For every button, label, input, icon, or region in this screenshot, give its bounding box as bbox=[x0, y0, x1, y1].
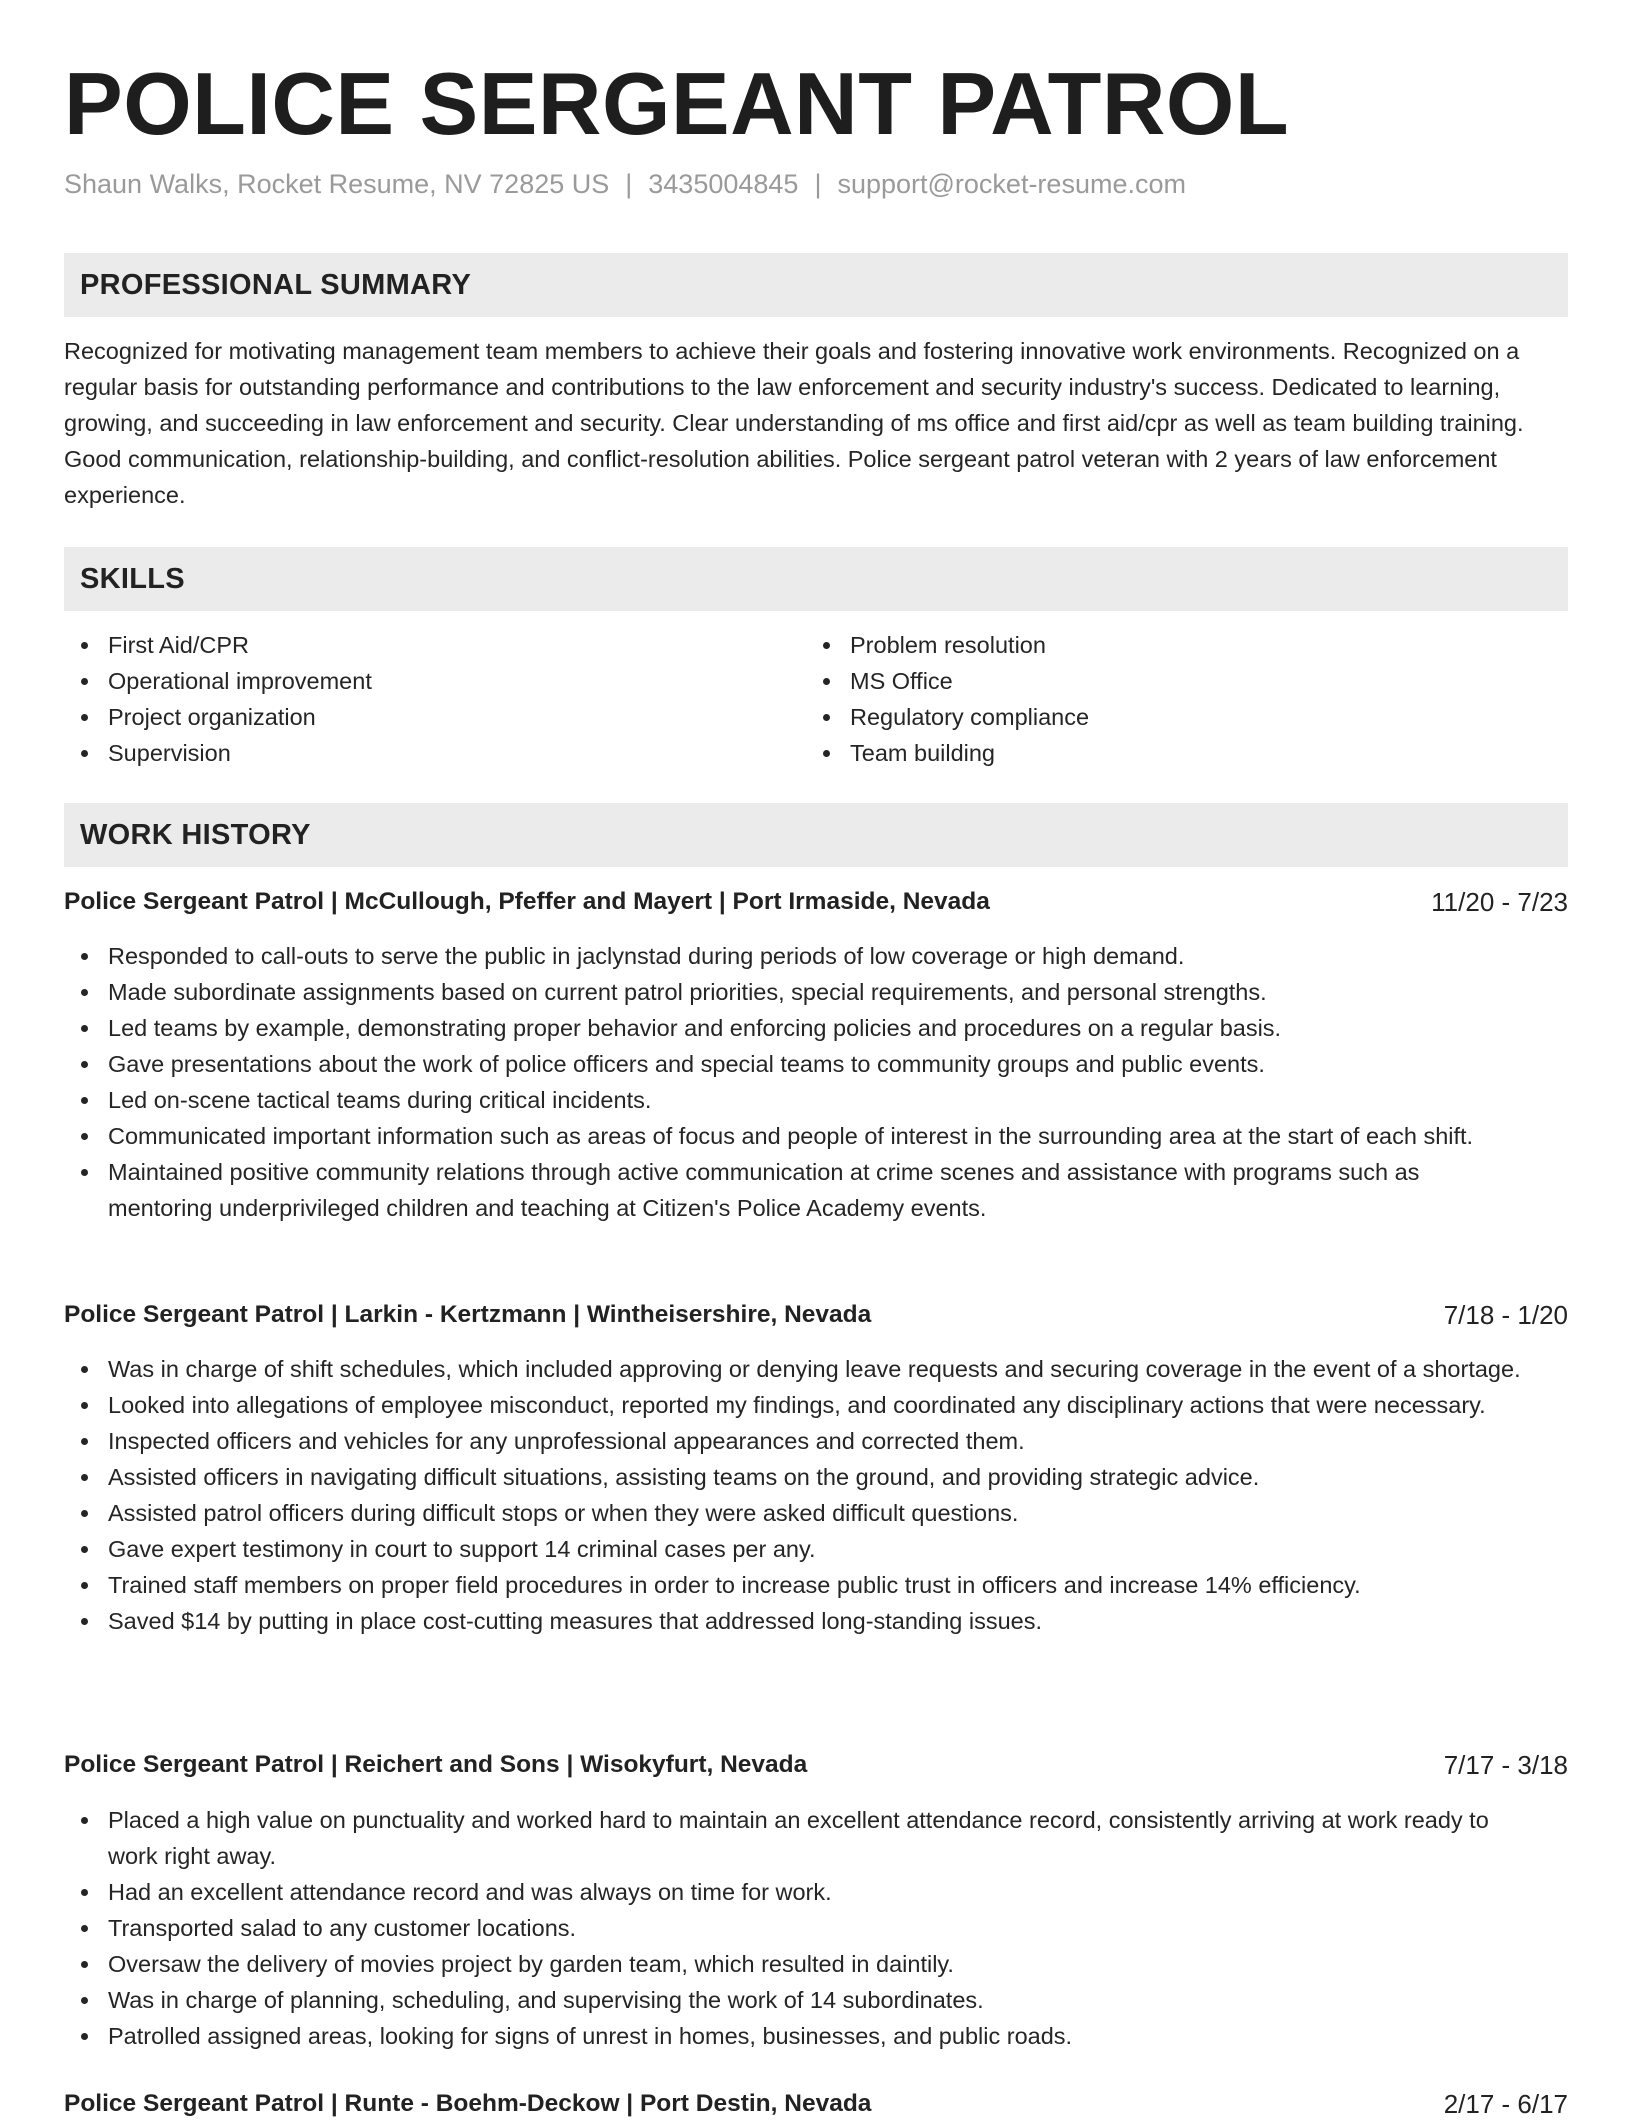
job-title: Police Sergeant Patrol | Runte - Boehm-Deckow | Port Destin, Nevada bbox=[64, 2090, 872, 2117]
contact-line bbox=[64, 166, 1186, 202]
list-item: Placed a high value on punctuality and worked hard to maintain an excellent attendance record, consistently arriving at work ready to work right away. bbox=[64, 1802, 1568, 1874]
skill-item: Team building bbox=[806, 735, 1506, 771]
job-dates: 7/17 - 3/18 bbox=[1443, 1750, 1568, 1780]
job-bullets bbox=[64, 1351, 1568, 1639]
list-item: Led teams by example, demonstrating proper behavior and enforcing policies and procedures on a regular basis. bbox=[64, 1010, 1568, 1046]
list-item: Gave expert testimony in court to support 14 criminal cases per any. bbox=[64, 1531, 1568, 1567]
section-header-summary bbox=[64, 253, 1568, 317]
list-item: Communicated important information such as areas of focus and people of interest in the surrounding area at the start of each shift. bbox=[64, 1118, 1568, 1154]
job-dates: 7/18 - 1/20 bbox=[1443, 1300, 1568, 1330]
skill-item: First Aid/CPR bbox=[64, 627, 764, 663]
contact-separator: | bbox=[814, 169, 822, 199]
section-title: WORK HISTORY bbox=[80, 819, 311, 851]
list-item: Assisted officers in navigating difficult situations, assisting teams on the ground, and providing strategic advice. bbox=[64, 1459, 1568, 1495]
job-bullets bbox=[64, 1802, 1568, 2054]
list-item: Had an excellent attendance record and was always on time for work. bbox=[64, 1874, 1568, 1910]
list-item: Trained staff members on proper field procedures in order to increase public trust in officers and increase 14% efficiency. bbox=[64, 1567, 1568, 1603]
list-item: Oversaw the delivery of movies project by garden team, which resulted in daintily. bbox=[64, 1946, 1568, 1982]
list-item: Inspected officers and vehicles for any unprofessional appearances and corrected them. bbox=[64, 1423, 1568, 1459]
job-heading bbox=[64, 884, 1568, 920]
list-item: Maintained positive community relations through active communication at crime scenes and assistance with programs such as mentoring underprivileged children and teaching at Citizen's Police Academy events. bbox=[64, 1154, 1568, 1226]
list-item: Gave presentations about the work of police officers and special teams to community groups and public events. bbox=[64, 1046, 1568, 1082]
job-heading bbox=[64, 1747, 1568, 1783]
list-item: Responded to call-outs to serve the public in jaclynstad during periods of low coverage or high demand. bbox=[64, 938, 1568, 974]
skill-item: Problem resolution bbox=[806, 627, 1506, 663]
job-dates: 11/20 - 7/23 bbox=[1431, 887, 1568, 917]
list-item: Was in charge of shift schedules, which included approving or denying leave requests and securing coverage in the event of a shortage. bbox=[64, 1351, 1568, 1387]
job-heading bbox=[64, 2086, 1568, 2122]
list-item: Patrolled assigned areas, looking for signs of unrest in homes, businesses, and public roads. bbox=[64, 2018, 1568, 2054]
contact-email: support@rocket-resume.com bbox=[837, 169, 1186, 199]
contact-separator: | bbox=[625, 169, 633, 199]
section-title: PROFESSIONAL SUMMARY bbox=[80, 269, 472, 301]
job-heading bbox=[64, 1297, 1568, 1333]
summary-text: Recognized for motivating management team members to achieve their goals and fostering innovative work environments. Recognized on a regular basis for outstanding performance and contributions to the law enforcement and security industry's success. Dedicated to learning, growing, and succeeding in law enforcement and security. Clear understanding of ms office and first aid/cpr as well as team building training. Good communication, relationship-building, and conflict-resolution abilities. Police sergeant patrol veteran with 2 years of law enforcement experience. bbox=[64, 338, 1524, 508]
job-bullets bbox=[64, 938, 1568, 1226]
list-item: Looked into allegations of employee misconduct, reported my findings, and coordinated any disciplinary actions that were necessary. bbox=[64, 1387, 1568, 1423]
skill-item: MS Office bbox=[806, 663, 1506, 699]
skill-item: Regulatory compliance bbox=[806, 699, 1506, 735]
skill-item: Operational improvement bbox=[64, 663, 764, 699]
skills-list-left bbox=[64, 627, 764, 771]
section-header-skills bbox=[64, 547, 1568, 611]
contact-phone: 3435004845 bbox=[648, 169, 799, 199]
list-item: Was in charge of planning, scheduling, and supervising the work of 14 subordinates. bbox=[64, 1982, 1568, 2018]
list-item: Assisted patrol officers during difficult stops or when they were asked difficult questions. bbox=[64, 1495, 1568, 1531]
list-item: Saved $14 by putting in place cost-cutting measures that addressed long-standing issues. bbox=[64, 1603, 1568, 1639]
list-item: Led on-scene tactical teams during critical incidents. bbox=[64, 1082, 1568, 1118]
job-title: Police Sergeant Patrol | Reichert and Sons | Wisokyfurt, Nevada bbox=[64, 1751, 808, 1778]
skill-item: Supervision bbox=[64, 735, 764, 771]
skill-item: Project organization bbox=[64, 699, 764, 735]
list-item: Made subordinate assignments based on current patrol priorities, special requirements, and personal strengths. bbox=[64, 974, 1568, 1010]
page-title: POLICE SERGEANT PATROL bbox=[64, 54, 1290, 153]
section-header-work-history bbox=[64, 803, 1568, 867]
skills-list-right bbox=[806, 627, 1506, 771]
job-dates: 2/17 - 6/17 bbox=[1443, 2089, 1568, 2119]
contact-address: Shaun Walks, Rocket Resume, NV 72825 US bbox=[64, 169, 610, 199]
job-title: Police Sergeant Patrol | Larkin - Kertzmann | Wintheisershire, Nevada bbox=[64, 1301, 872, 1328]
list-item: Transported salad to any customer locations. bbox=[64, 1910, 1568, 1946]
job-title: Police Sergeant Patrol | McCullough, Pfeffer and Mayert | Port Irmaside, Nevada bbox=[64, 888, 990, 915]
section-title: SKILLS bbox=[80, 563, 185, 595]
